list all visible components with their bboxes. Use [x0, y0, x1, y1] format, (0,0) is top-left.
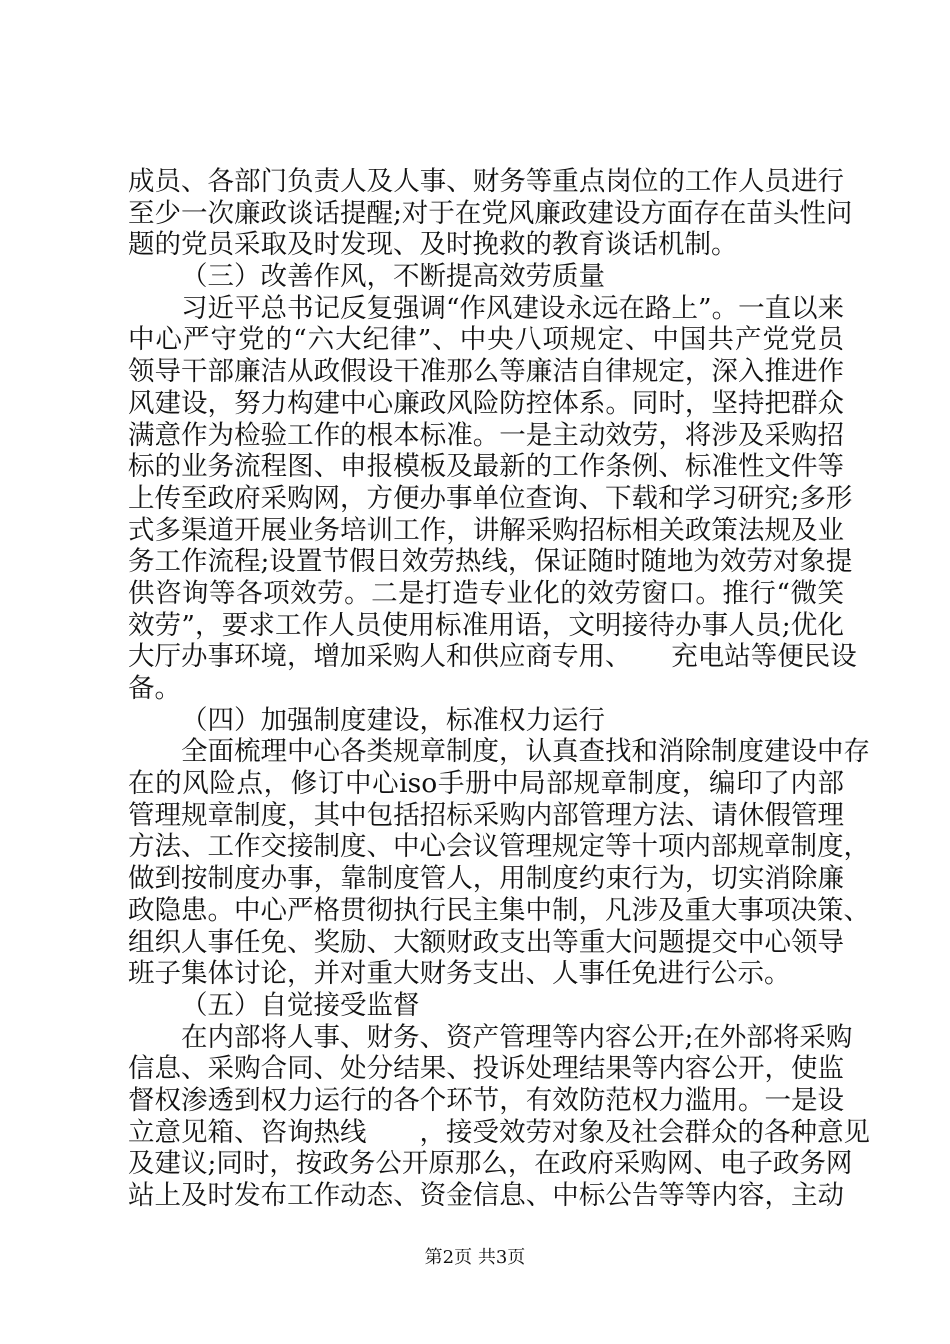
text-line: 领导干部廉洁从政假设干准那么等廉洁自律规定，深入推进作: [128, 356, 844, 388]
text-line: 在内部将人事、财务、资产管理等内容公开;在外部将采购: [181, 1021, 853, 1053]
text-line: 管理规章制度，其中包括招标采购内部管理方法、请休假管理: [128, 799, 844, 831]
text-line: 政隐患。中心严格贯彻执行民主集中制，凡涉及重大事项决策、: [128, 894, 870, 926]
text-line: 大厅办事环境，增加采购人和供应商专用、 充电站等便民设: [128, 641, 857, 673]
text-line: 题的党员采取及时发现、及时挽救的教育谈话机制。: [128, 229, 738, 261]
page-number-footer: 第2页 共3页: [424, 1247, 526, 1268]
section-heading: （五）自觉接受监督: [181, 989, 420, 1021]
document-body: [128, 166, 870, 1212]
text-line: 站上及时发布工作动态、资金信息、中标公告等等内容，主动: [128, 1180, 844, 1211]
text-line: 全面梳理中心各类规章制度，认真查找和消除制度建设中存: [181, 736, 870, 768]
text-line: 信息、采购合同、处分结果、投诉处理结果等内容公开，使监: [128, 1053, 844, 1085]
text-line: 风建设，努力构建中心廉政风险防控体系。同时，坚持把群众: [128, 387, 844, 419]
text-line: 务工作流程;设置节假日效劳热线，保证随时随地为效劳对象提: [128, 546, 853, 578]
text-line: 方法、工作交接制度、中心会议管理规定等十项内部规章制度，: [128, 831, 870, 863]
section-heading: （四）加强制度建设，标准权力运行: [181, 704, 605, 736]
text-line: 标的业务流程图、申报模板及最新的工作条例、标准性文件等: [128, 451, 844, 483]
text-line: 成员、各部门负责人及人事、财务等重点岗位的工作人员进行: [128, 166, 844, 197]
section-heading: （三）改善作风，不断提高效劳质量: [181, 261, 605, 293]
text-line: 满意作为检验工作的根本标准。一是主动效劳，将涉及采购招: [128, 419, 844, 451]
text-line: 供咨询等各项效劳。二是打造专业化的效劳窗口。推行“微笑: [128, 577, 844, 609]
text-line: 备。: [128, 673, 181, 704]
text-line: 中心严守党的“六大纪律”、中央八项规定、中国共产党党员: [128, 324, 844, 356]
text-line: 在的风险点，修订中心iso手册中局部规章制度，编印了内部: [128, 768, 844, 800]
text-line: 上传至政府采购网，方便办事单位查询、下载和学习研究;多形: [128, 482, 853, 514]
text-line: 立意见箱、咨询热线 ，接受效劳对象及社会群众的各种意见: [128, 1116, 870, 1148]
text-line: 效劳”，要求工作人员使用标准用语，文明接待办事人员;优化: [128, 609, 844, 641]
text-line: 班子集体讨论，并对重大财务支出、人事任免进行公示。: [128, 958, 791, 990]
text-line: 督权渗透到权力运行的各个环节，有效防范权力滥用。一是设: [128, 1084, 844, 1116]
text-line: 习近平总书记反复强调“作风建设永远在路上”。一直以来: [181, 292, 845, 324]
text-line: 式多渠道开展业务培训工作，讲解采购招标相关政策法规及业: [128, 514, 844, 546]
text-line: 至少一次廉政谈话提醒;对于在党风廉政建设方面存在苗头性问: [128, 197, 853, 229]
text-line: 做到按制度办事，靠制度管人，用制度约束行为，切实消除廉: [128, 863, 844, 895]
text-line: 组织人事任免、奖励、大额财政支出等重大问题提交中心领导: [128, 926, 844, 958]
text-line: 及建议;同时，按政务公开原那么，在政府采购网、电子政务网: [128, 1148, 853, 1180]
